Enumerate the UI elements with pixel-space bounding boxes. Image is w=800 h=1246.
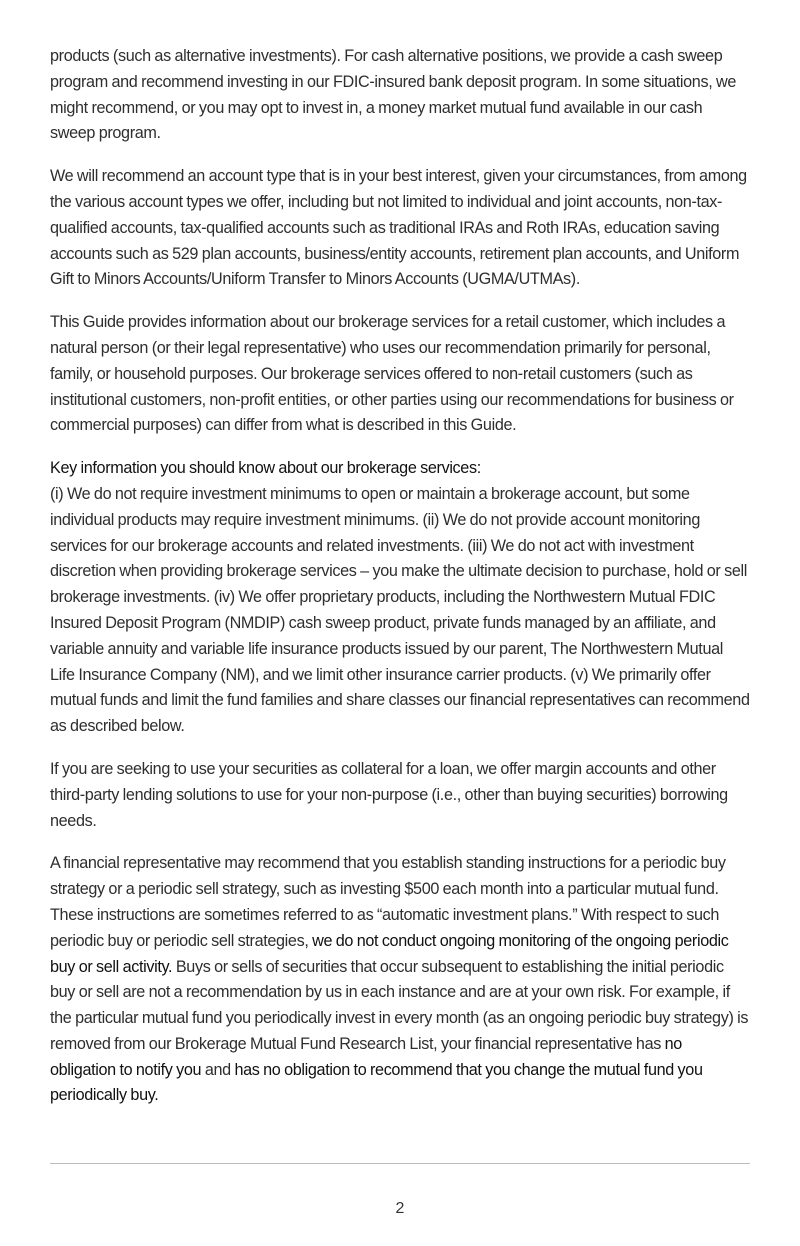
paragraph-cash-alternatives: products (such as alternative investments). For cash alternative positions, we provide a cash sweep program and recommend investing in our FDIC-insured bank deposit program. In some situations, we might recommend, or you may opt to invest in, a money market mutual fund available in our cash sweep program.: [50, 47, 736, 143]
paragraph-periodic-strategies: [50, 851, 750, 1109]
paragraph-key-information: [50, 456, 750, 740]
paragraph-account-types: We will recommend an account type that is in your best interest, given your circumstances, from among the various account types we offer, including but not limited to individual and joint accounts, non-tax-qualified accounts, tax-qualified accounts such as traditional IRAs and Roth IRAs, education saving accounts such as 529 plan accounts, business/entity accounts, retirement plan accounts, and Uniform Gift to Minors Accounts/Uniform Transfer to Minors Accounts (UGMA/UTMAs).: [50, 167, 747, 289]
key-information-heading: Key information you should know about our brokerage services:: [50, 459, 481, 478]
periodic-text-part3: and: [201, 1060, 235, 1079]
paragraph-margin-accounts: If you are seeking to use your securities as collateral for a loan, we offer margin accounts and other third-party lending solutions to use for your non-purpose (i.e., other than buying securities) borrowing needs.: [50, 759, 728, 830]
periodic-emphasis-recommend: has no obligation to recommend that you change the mutual fund you periodically buy.: [50, 1060, 703, 1105]
page-number: 2: [395, 1200, 405, 1217]
periodic-text-part1: A financial representative may recommend that you establish standing instructions for a periodic buy strategy or a periodic sell strategy, such as investing $500 each month into a particular mutual fund. These instructions are sometimes referred to as “automatic investment plans.” With respect to such periodic buy or periodic sell strategies,: [50, 854, 726, 950]
periodic-text-part2: Buys or sells of securities that occur subsequent to establishing the initial periodic buy or sell are not a recommendation by us in each instance and are at your own risk. For example, if the particular mutual fund you periodically invest in every month (as an ongoing periodic buy strategy) is removed from our Brokerage Mutual Fund Research List, your financial representative has: [50, 957, 749, 1053]
periodic-emphasis-monitoring: we do not conduct ongoing monitoring of the ongoing periodic buy or sell activity.: [50, 931, 729, 976]
periodic-emphasis-notify: no obligation to notify you: [50, 1034, 682, 1079]
paragraph-retail-customer: This Guide provides information about our brokerage services for a retail customer, which includes a natural person (or their legal representative) who uses our recommendation primarily for personal, family, or household purposes. Our brokerage services offered to non-retail customers (such as institutional customers, non-profit entities, or other parties using our recommendations for business or commercial purposes) can differ from what is described in this Guide.: [50, 313, 734, 435]
footer-divider: [50, 1163, 750, 1164]
document-body: [50, 44, 750, 1126]
key-information-body: (i) We do not require investment minimums to open or maintain a brokerage account, but some individual products may require investment minimums. (ii) We do not provide account monitoring services for our brokerage accounts and related investments. (iii) We do not act with investment discretion when providing brokerage services – you make the ultimate decision to purchase, hold or sell brokerage investments. (iv) We offer proprietary products, including the Northwestern Mutual FDIC Insured Deposit Program (NMDIP) cash sweep product, private funds managed by an affiliate, and variable annuity and variable life insurance products issued by our parent, The Northwestern Mutual Life Insurance Company (NM), and we limit other insurance carrier products. (v) We primarily offer mutual funds and limit the fund families and share classes our financial representatives can recommend as described below.: [50, 484, 750, 736]
